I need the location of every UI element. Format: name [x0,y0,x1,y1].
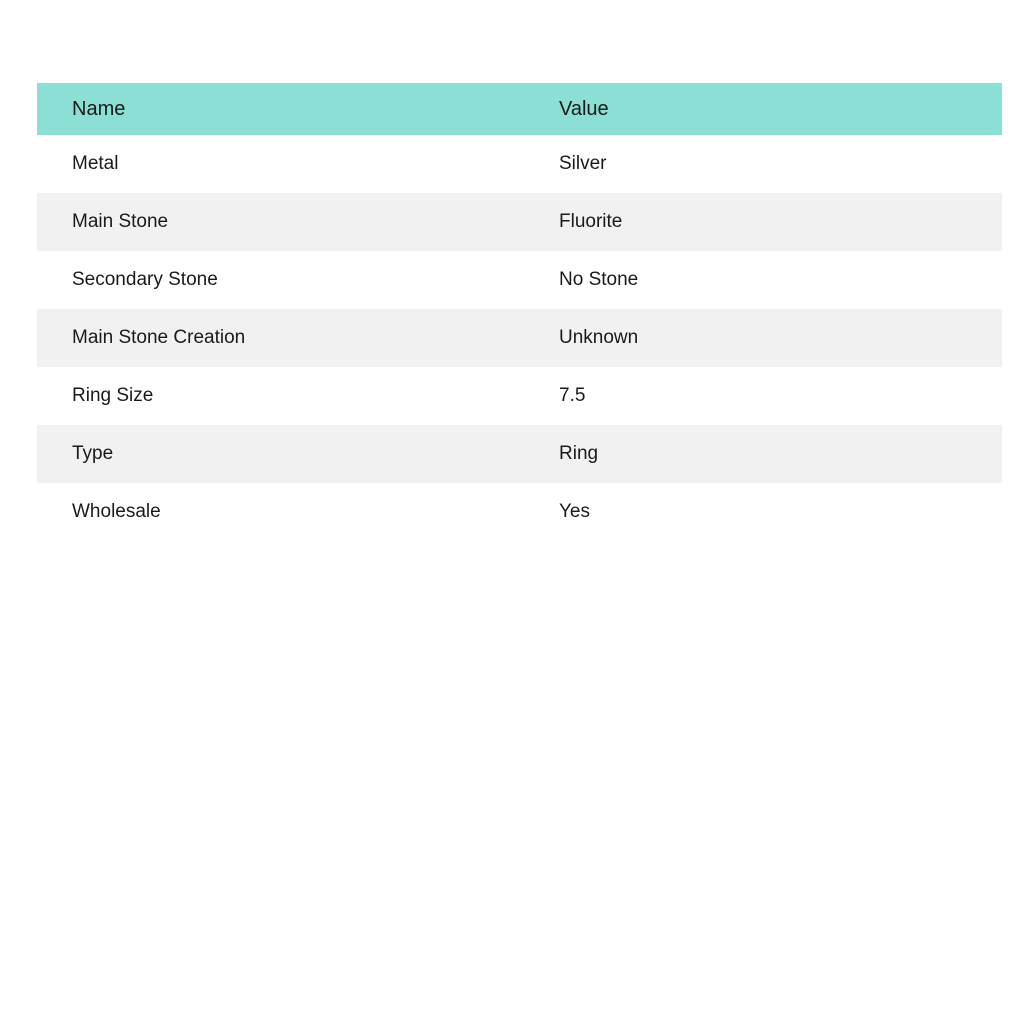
table-row [37,483,1002,541]
table-row [37,425,1002,483]
specifications-table [37,83,1002,541]
cell-value: Silver [524,135,1002,193]
cell-value: Ring [524,425,1002,483]
table-row [37,135,1002,193]
cell-name: Main Stone [37,193,524,251]
cell-name: Main Stone Creation [37,309,524,367]
cell-value: Yes [524,483,1002,541]
table-body [37,135,1002,541]
cell-value: Unknown [524,309,1002,367]
cell-name: Wholesale [37,483,524,541]
table-row [37,309,1002,367]
table-header-row [37,83,1002,135]
cell-value: No Stone [524,251,1002,309]
cell-name: Secondary Stone [37,251,524,309]
column-header-name: Name [37,83,524,135]
cell-name: Ring Size [37,367,524,425]
column-header-value: Value [524,83,1002,135]
table-row [37,193,1002,251]
cell-value: 7.5 [524,367,1002,425]
cell-name: Metal [37,135,524,193]
cell-value: Fluorite [524,193,1002,251]
cell-name: Type [37,425,524,483]
table-row [37,367,1002,425]
table-row [37,251,1002,309]
table-header [37,83,1002,135]
